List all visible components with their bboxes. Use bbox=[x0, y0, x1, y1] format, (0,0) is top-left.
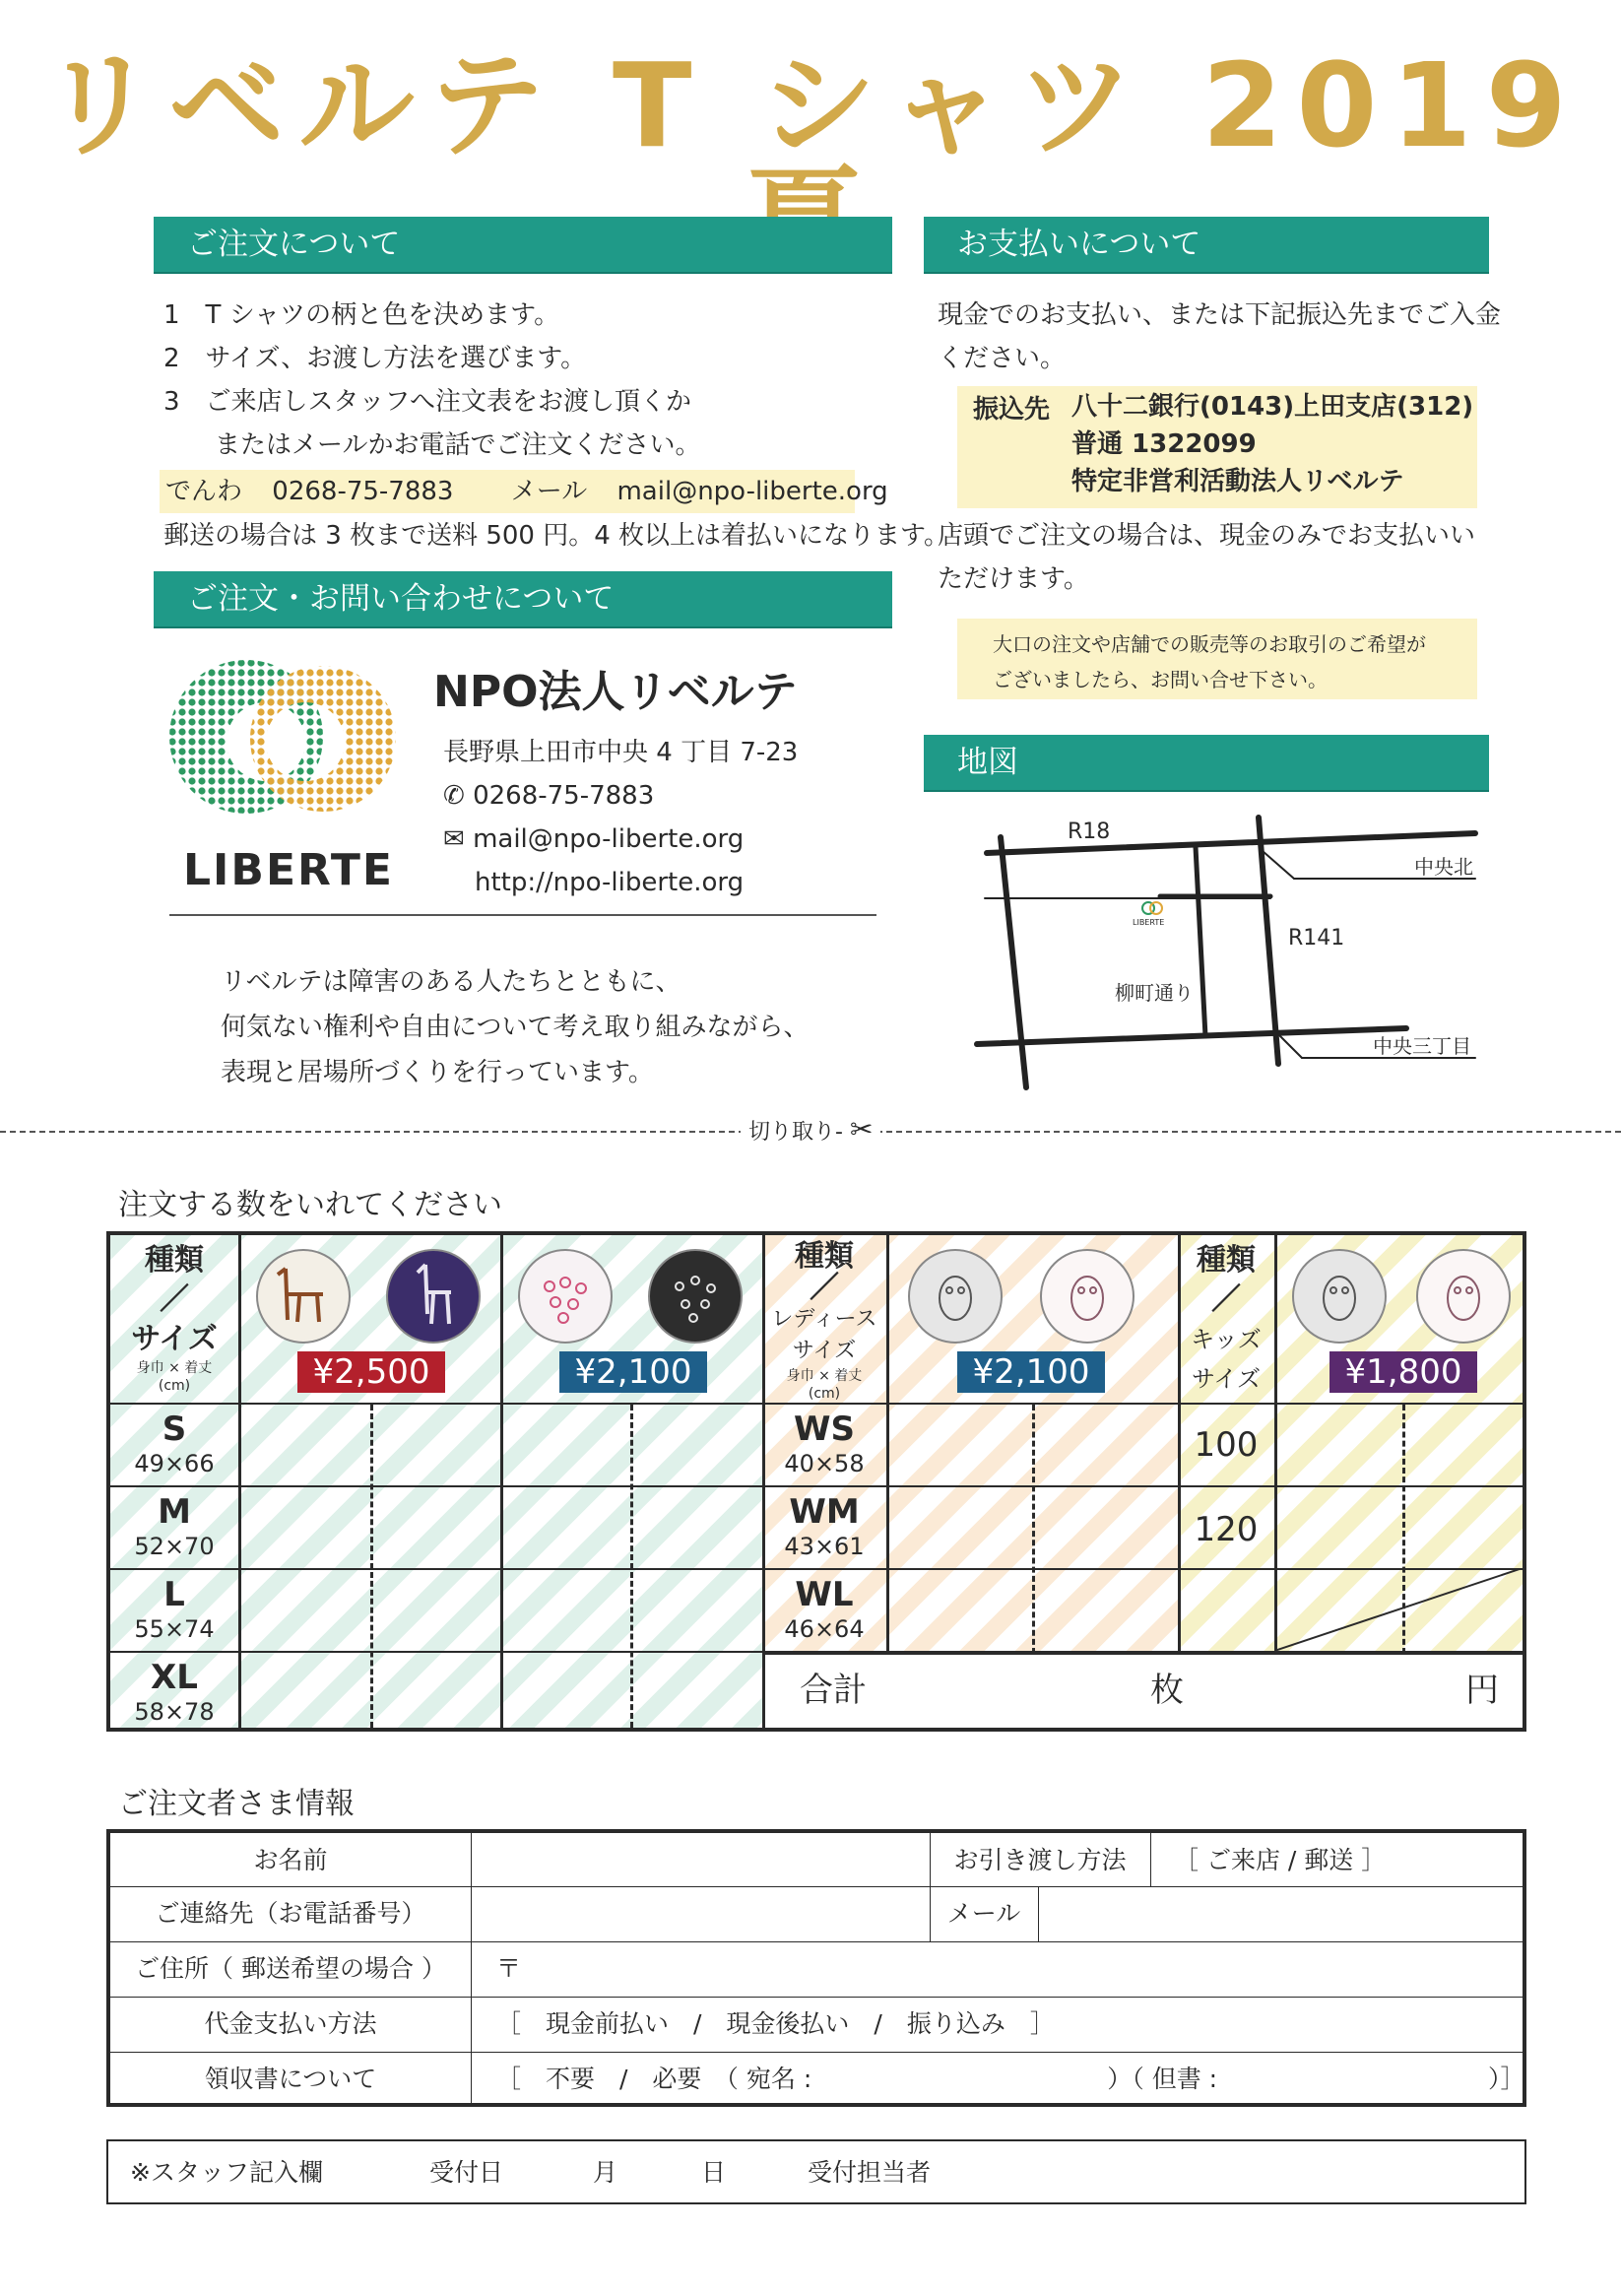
payment-intro bbox=[938, 294, 1501, 380]
name-label: お名前 bbox=[253, 1846, 328, 1874]
bulk-line: ございましたら、お問い合せ下さい。 bbox=[993, 668, 1328, 691]
design-kids-white[interactable] bbox=[1416, 1249, 1511, 1344]
map-label-chuo-3: 中央三丁目 bbox=[1373, 1034, 1471, 1058]
org-web[interactable]: http://npo-liberte.org bbox=[475, 868, 745, 897]
character-icon bbox=[1042, 1251, 1133, 1342]
delivery-label: お引き渡し方法 bbox=[953, 1846, 1127, 1874]
price-adult-a: ¥2,500 bbox=[297, 1351, 445, 1393]
payment-method-options[interactable]: ［ 現金前払い / 現金後払い / 振り込み ］ bbox=[496, 2009, 1055, 2038]
size-xl: XL bbox=[151, 1658, 198, 1697]
order-step: 2 サイズ、お渡し方法を選びます。 bbox=[163, 344, 587, 373]
contact-section-heading: ご注文・お問い合わせについて bbox=[154, 571, 892, 626]
character-icon bbox=[1418, 1251, 1509, 1342]
address-input[interactable] bbox=[534, 1945, 1519, 1995]
staff-label: ※スタッフ記入欄 bbox=[130, 2158, 323, 2187]
design-alpaca-white[interactable] bbox=[256, 1249, 351, 1344]
order-step: またはメールかお電話でご注文ください。 bbox=[163, 430, 701, 460]
total-yen-unit: 円 bbox=[1465, 1671, 1499, 1710]
map-label-yanagimachi: 柳町通り bbox=[1115, 981, 1194, 1005]
design-pattern-white[interactable] bbox=[518, 1249, 613, 1344]
size-ws: WS bbox=[794, 1410, 855, 1449]
liberte-logo bbox=[158, 658, 414, 825]
mission-statement bbox=[221, 959, 809, 1095]
map-logo-label: LIBERTE bbox=[1133, 918, 1165, 927]
phone-input[interactable] bbox=[475, 1890, 926, 1939]
pattern-icon bbox=[650, 1251, 741, 1342]
org-email-row bbox=[443, 818, 744, 861]
mail-icon: ✉ bbox=[443, 824, 465, 854]
map-section-heading: 地図 bbox=[924, 735, 1489, 790]
payment-section-heading: お支払いについて bbox=[924, 217, 1489, 272]
tel-label: でんわ bbox=[165, 477, 243, 506]
scissors-icon: ✂ bbox=[849, 1113, 874, 1146]
order-table bbox=[106, 1231, 1526, 1732]
kids-slash bbox=[1274, 1568, 1523, 1651]
size-wm-dim: 43×61 bbox=[784, 1533, 865, 1560]
store-payment-note bbox=[938, 514, 1475, 601]
design-alpaca-navy[interactable] bbox=[386, 1249, 481, 1344]
bulk-order-note bbox=[957, 619, 1477, 699]
logo-wordmark: LIBERTE bbox=[183, 845, 394, 895]
size-s-dim: 49×66 bbox=[134, 1450, 215, 1477]
staff-person-label: 受付担当者 bbox=[808, 2158, 932, 2187]
mail-label: メール bbox=[946, 1899, 1021, 1928]
shipping-note: 郵送の場合は 3 枚まで送料 500 円。4 枚以上は着払いになります。 bbox=[163, 521, 949, 551]
received-date-label: 受付日 bbox=[429, 2158, 504, 2187]
size-kids-120: 120 bbox=[1194, 1510, 1259, 1549]
map-label-r141: R141 bbox=[1288, 926, 1345, 951]
order-contact-line bbox=[160, 470, 888, 513]
alpaca-icon bbox=[258, 1251, 349, 1342]
size-m-dim: 52×70 bbox=[134, 1533, 215, 1560]
price-kids: ¥1,800 bbox=[1329, 1351, 1477, 1393]
size-wl: WL bbox=[795, 1575, 854, 1614]
design-ladies-gray[interactable] bbox=[908, 1249, 1003, 1344]
mission-line: 表現と居場所づくりを行っています。 bbox=[221, 1058, 654, 1087]
delivery-options[interactable]: ［ ご来店 / 郵送 ］ bbox=[1174, 1846, 1387, 1874]
size-m: M bbox=[158, 1492, 191, 1532]
store-line: 店頭でご注文の場合は、現金のみでお支払いい bbox=[938, 521, 1476, 551]
design-pattern-black[interactable] bbox=[648, 1249, 743, 1344]
size-xl-dim: 58×78 bbox=[134, 1698, 215, 1726]
size-l-dim: 55×74 bbox=[134, 1615, 215, 1643]
day-label: 日 bbox=[701, 2158, 727, 2187]
qty-input[interactable] bbox=[241, 1406, 369, 1484]
total-count-input[interactable] bbox=[1018, 1661, 1136, 1720]
character-icon bbox=[1294, 1251, 1385, 1342]
cut-label bbox=[741, 1113, 880, 1146]
size-ws-dim: 40×58 bbox=[784, 1450, 865, 1477]
address-label: ご住所（ 郵送希望の場合 ） bbox=[135, 1954, 446, 1983]
mail-address[interactable]: mail@npo-liberte.org bbox=[616, 477, 888, 506]
payment-line: 現金でのお支払い、または下記振込先までご入金 bbox=[938, 300, 1502, 330]
size-kids-100: 100 bbox=[1194, 1425, 1259, 1465]
bulk-line: 大口の注文や店舗での販売等のお取引のご希望が bbox=[993, 632, 1426, 656]
bank-label: 振込先 bbox=[973, 395, 1051, 425]
mission-line: リベルテは障害のある人たちとともに、 bbox=[221, 967, 681, 997]
total-count-unit: 枚 bbox=[1150, 1671, 1184, 1710]
price-ladies: ¥2,100 bbox=[957, 1351, 1105, 1393]
total-yen-input[interactable] bbox=[1194, 1661, 1450, 1720]
map-label-chuo-kita: 中央北 bbox=[1414, 855, 1473, 879]
adult-header: 種類 ／ サイズ 身巾 × 着丈 (cm) bbox=[131, 1243, 218, 1394]
bank-line: 普通 1322099 bbox=[1071, 429, 1257, 459]
kids-header: 種類 ／ キッズ サイズ bbox=[1191, 1243, 1262, 1393]
order-steps bbox=[163, 294, 700, 467]
qty-input[interactable] bbox=[373, 1406, 499, 1484]
price-adult-b: ¥2,100 bbox=[559, 1351, 707, 1393]
receipt-options[interactable]: ［ 不要 / 必要 （ 宛名 : ）（ 但書 : ）］ bbox=[496, 2065, 1525, 2093]
map-label-r18: R18 bbox=[1068, 820, 1111, 844]
page-title: リベルテ T シャツ 2019 bbox=[40, 37, 1581, 173]
liberte-logo-icon bbox=[158, 658, 414, 825]
qty-input[interactable] bbox=[503, 1406, 629, 1484]
payment-line: ください。 bbox=[938, 344, 1067, 373]
customer-info-heading: ご注文者さま情報 bbox=[118, 1787, 355, 1821]
order-step: 3 ご来店しスタッフへ注文表をお渡し頂くか bbox=[163, 387, 692, 417]
phone-icon: ✆ bbox=[443, 781, 465, 811]
size-s: S bbox=[162, 1410, 187, 1449]
ladies-header: 種類 ／ レディース サイズ 身巾 × 着丈 (cm) bbox=[771, 1239, 877, 1402]
month-label: 月 bbox=[593, 2158, 618, 2187]
mission-line: 何気ない権利や自由について考え取り組みながら、 bbox=[221, 1013, 810, 1042]
staff-entry-box bbox=[106, 2139, 1526, 2204]
bank-info-box bbox=[957, 386, 1477, 508]
payment-method-label: 代金支払い方法 bbox=[204, 2009, 377, 2038]
receipt-label: 領収書について bbox=[204, 2065, 377, 2093]
mail-input[interactable] bbox=[1042, 1890, 1519, 1939]
alpaca-icon bbox=[388, 1251, 479, 1342]
size-l: L bbox=[163, 1575, 185, 1614]
order-form-heading: 注文する数をいれてください bbox=[118, 1188, 502, 1222]
postal-mark: 〒 bbox=[496, 1954, 522, 1983]
pattern-icon bbox=[520, 1251, 611, 1342]
contact-divider bbox=[169, 914, 876, 916]
bank-line: 特定非営利活動法人リベルテ bbox=[1071, 467, 1404, 496]
org-phone-row bbox=[443, 774, 654, 818]
size-wl-dim: 46×64 bbox=[784, 1615, 865, 1643]
design-kids-gray[interactable] bbox=[1292, 1249, 1387, 1344]
org-email[interactable]: mail@npo-liberte.org bbox=[473, 824, 745, 854]
org-name: NPO法人リベルテ bbox=[433, 667, 798, 717]
mail-label: メール bbox=[510, 477, 588, 506]
bank-line: 八十二銀行(0143)上田支店(312) bbox=[1071, 392, 1474, 422]
design-ladies-white[interactable] bbox=[1040, 1249, 1135, 1344]
name-input[interactable] bbox=[475, 1835, 926, 1884]
character-icon bbox=[910, 1251, 1001, 1342]
contact-label: ご連絡先（お電話番号） bbox=[155, 1899, 426, 1928]
qty-input[interactable] bbox=[633, 1406, 761, 1484]
store-line: ただけます。 bbox=[938, 564, 1089, 594]
order-step: 1 T シャツの柄と色を決めます。 bbox=[163, 300, 560, 330]
total-label: 合計 bbox=[800, 1671, 867, 1710]
cut-label-text: 切り取り- bbox=[748, 1120, 843, 1145]
access-map bbox=[965, 808, 1497, 1093]
org-address: 長野県上田市中央 4 丁目 7-23 bbox=[443, 738, 799, 767]
bank-lines bbox=[1071, 388, 1473, 500]
customer-info-table bbox=[106, 1829, 1526, 2107]
size-wm: WM bbox=[789, 1492, 860, 1532]
tel-number[interactable]: 0268-75-7883 bbox=[272, 477, 454, 506]
org-phone[interactable]: 0268-75-7883 bbox=[473, 781, 655, 811]
order-section-heading: ご注文について bbox=[154, 217, 892, 272]
